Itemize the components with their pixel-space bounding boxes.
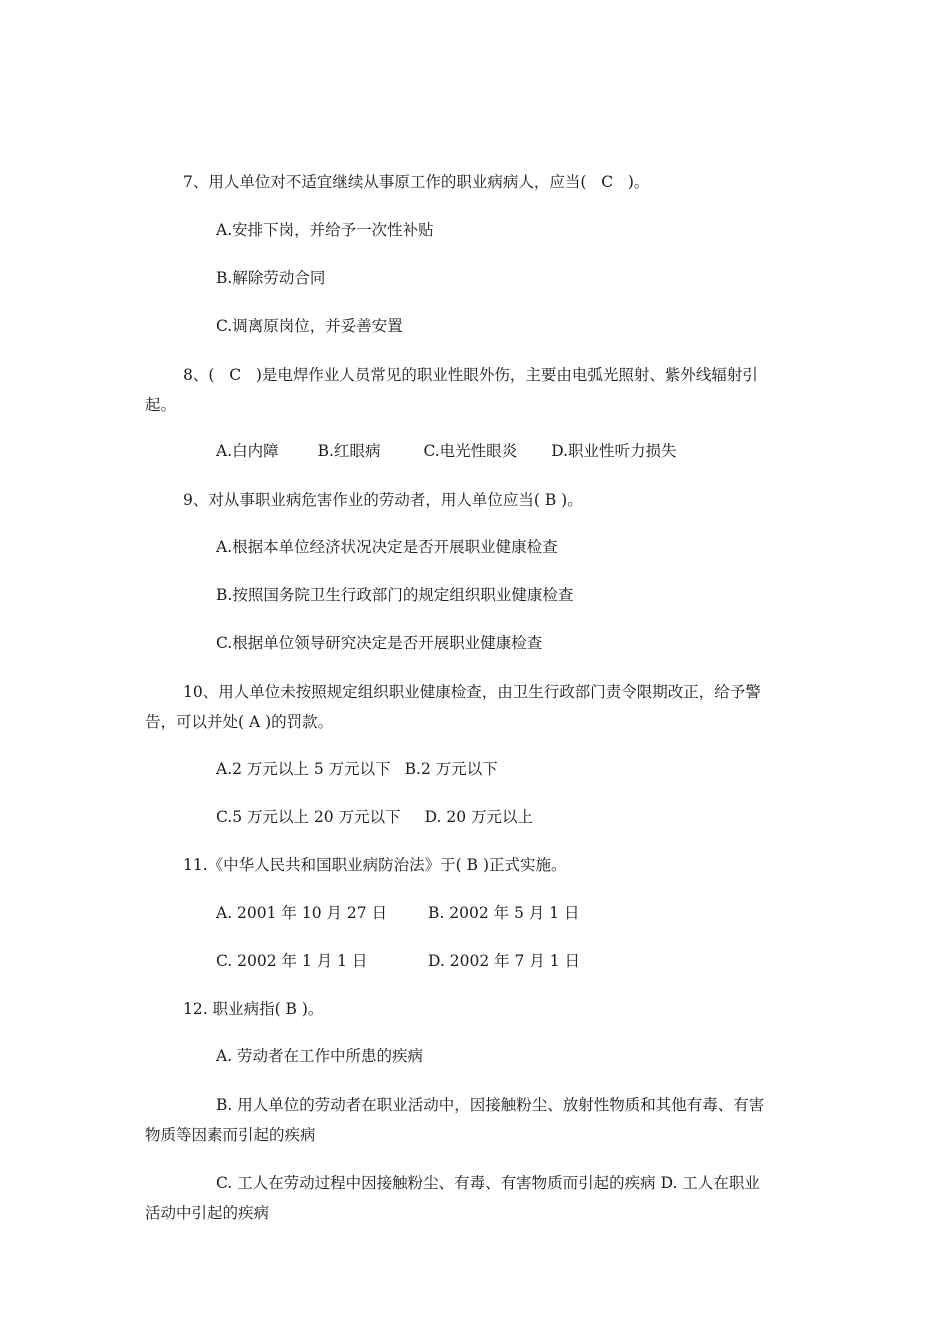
question-12-stem: 12. 职业病指( B )。	[183, 1000, 324, 1018]
question-12-option-cd-line2: 活动中引起的疾病	[145, 1204, 270, 1222]
question-8-stem-line1: 8、( C )是电焊作业人员常见的职业性眼外伤，主要由电弧光照射、紫外线辐射引	[183, 366, 758, 384]
question-9-option-c: C.根据单位领导研究决定是否开展职业健康检查	[216, 634, 543, 652]
question-10-option-b: B.2 万元以下	[404, 760, 498, 778]
question-12-option-b-line1: B. 用人单位的劳动者在职业活动中，因接触粉尘、放射性物质和其他有毒、有害	[216, 1096, 765, 1114]
question-7-option-c: C.调离原岗位，并妥善安置	[216, 317, 403, 335]
question-10-options-row1	[216, 758, 498, 780]
question-9-option-b: B.按照国务院卫生行政部门的规定组织职业健康检查	[216, 586, 574, 604]
question-10-stem-line1: 10、用人单位未按照规定组织职业健康检查，由卫生行政部门责令限期改正，给予警	[183, 683, 761, 701]
question-8-option-a: A.白内障	[216, 442, 279, 460]
question-8-option-c: C.电光性眼炎	[423, 442, 518, 460]
question-11-options-row2	[216, 950, 580, 972]
question-11-option-b: B. 2002 年 5 月 1 日	[428, 904, 580, 922]
question-11-options-row1	[216, 902, 580, 924]
question-7-option-a: A.安排下岗，并给予一次性补贴	[216, 221, 434, 239]
question-10-stem-line2: 告，可以并处( A )的罚款。	[145, 713, 334, 731]
question-8-stem-line2: 起。	[145, 396, 177, 414]
question-8-option-b: B.红眼病	[317, 442, 381, 460]
question-11-option-c: C. 2002 年 1 月 1 日	[216, 952, 368, 970]
question-11-option-a: A. 2001 年 10 月 27 日	[216, 904, 388, 922]
question-10-option-a: A.2 万元以上 5 万元以下	[216, 760, 391, 778]
question-10-options-row2	[216, 806, 533, 828]
question-12-option-cd-line1: C. 工人在劳动过程中因接触粉尘、有毒、有害物质而引起的疾病 D. 工人在职业	[216, 1174, 760, 1192]
question-7-option-b: B.解除劳动合同	[216, 269, 326, 287]
question-12-option-b-line2: 物质等因素而引起的疾病	[145, 1126, 316, 1144]
question-11-stem: 11.《中华人民共和国职业病防治法》于( B )正式实施。	[183, 856, 567, 874]
question-8-options	[216, 440, 677, 462]
question-12-option-a: A. 劳动者在工作中所患的疾病	[216, 1047, 424, 1065]
question-9-stem: 9、对从事职业病危害作业的劳动者，用人单位应当( B )。	[183, 491, 583, 509]
question-11-option-d: D. 2002 年 7 月 1 日	[428, 952, 581, 970]
question-8-option-d: D.职业性听力损失	[551, 442, 677, 460]
question-10-option-c: C.5 万元以上 20 万元以下	[216, 808, 401, 826]
question-10-option-d: D. 20 万元以上	[424, 808, 533, 826]
question-9-option-a: A.根据本单位经济状况决定是否开展职业健康检查	[216, 538, 558, 556]
question-7-stem: 7、用人单位对不适宜继续从事原工作的职业病病人，应当( C )。	[183, 173, 650, 191]
